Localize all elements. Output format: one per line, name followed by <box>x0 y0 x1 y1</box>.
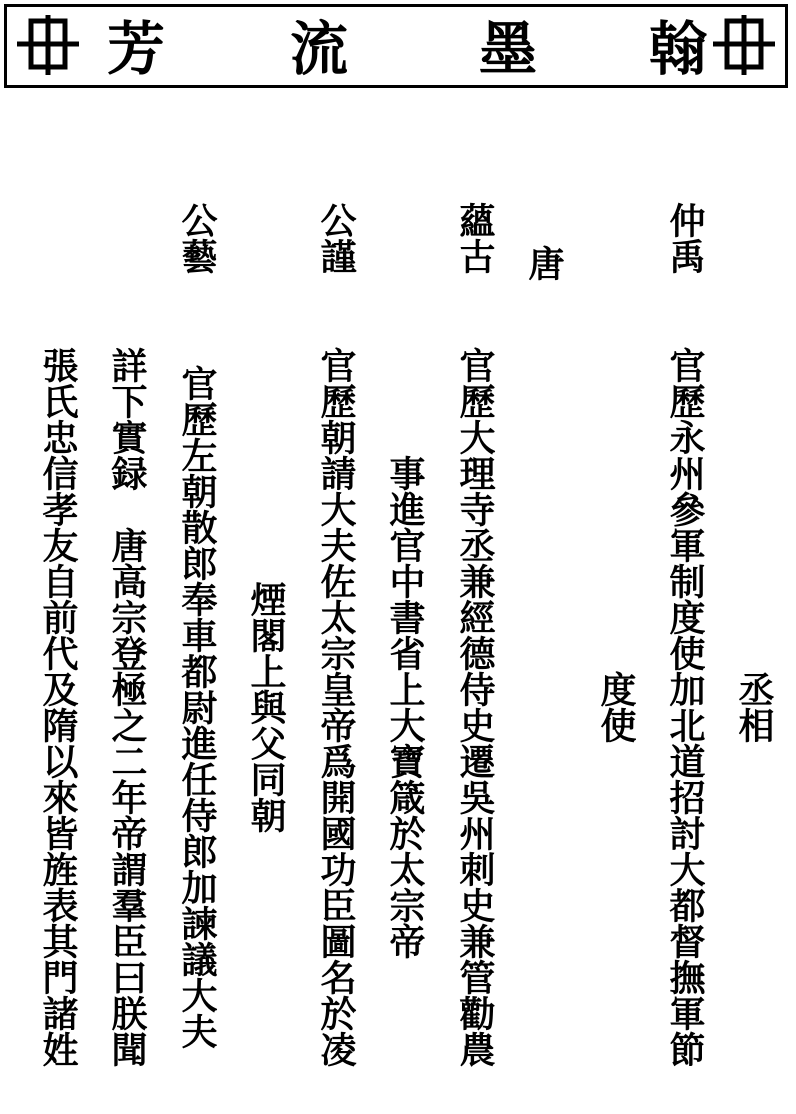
text-column-8: 官歷左朝散郎奉車都尉進任侍郎加諫議大夫 <box>176 365 218 1049</box>
text-column-9: 詳下實録 唐高宗登極之二年帝謂羣臣曰朕聞 <box>106 347 148 1067</box>
title-char-liu: 流 <box>289 15 348 83</box>
title-char-mo: 墨 <box>478 15 537 83</box>
text-column-10: 張氏忠信孝友自前代及隋以來皆旌表其門諸姓 <box>37 347 79 1067</box>
fret-ornament-icon <box>15 13 81 77</box>
name-gongyi: 公藝 <box>176 202 218 274</box>
text-column-7: 煙閣上與父同朝 <box>245 581 287 833</box>
text-column-6: 官歷朝請大夫佐太宗皇帝爲開國功臣圖名於凌 <box>315 347 357 1067</box>
text-column-3: 度使 <box>595 671 637 743</box>
name-yungu: 蘊古 <box>454 202 496 274</box>
dynasty-label: 唐 <box>523 245 565 281</box>
text-column-5: 事進官中書省上大寶箴於太宗帝 <box>384 455 426 959</box>
title-char-han: 翰 <box>648 15 707 83</box>
fret-ornament-icon <box>711 13 777 77</box>
name-gongjin: 公謹 <box>315 202 357 274</box>
text-column-1: 丞相 <box>733 671 775 743</box>
name-zhongyu: 仲禹 <box>664 202 706 274</box>
text-column-4: 官歷大理寺丞兼經德侍史遷吳州刺史兼管勸農 <box>454 347 496 1067</box>
title-banner <box>4 4 788 88</box>
title-char-fang: 芳 <box>106 15 165 83</box>
text-column-2: 官歷永州參軍制度使加北道招討大都督撫軍節 <box>664 347 706 1067</box>
